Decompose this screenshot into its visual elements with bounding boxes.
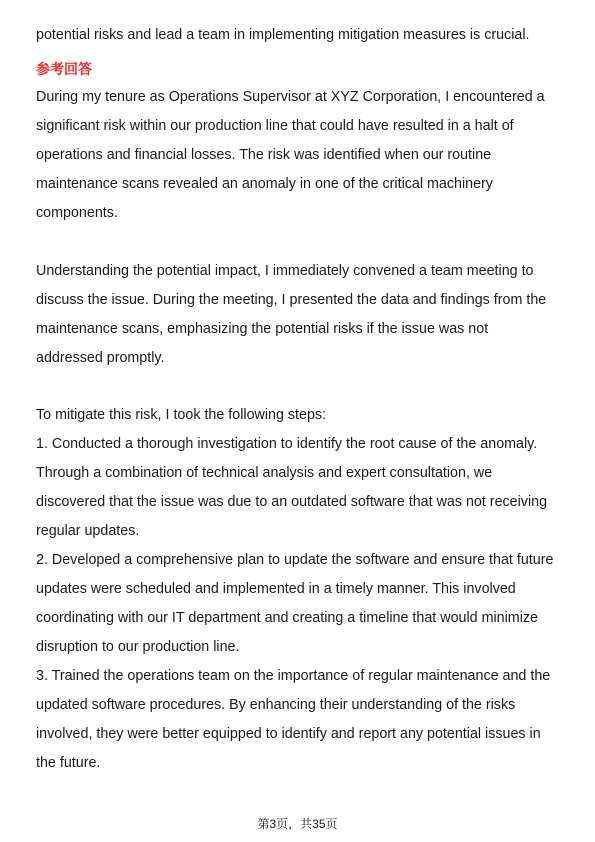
- body-text-line: updated software procedures. By enhancing their understanding of the risks: [36, 697, 516, 713]
- body-text-line: components.: [36, 205, 118, 221]
- body-text-line: coordinating with our IT department and creating a timeline that would minimize: [36, 610, 538, 626]
- body-text-line: maintenance scans revealed an anomaly in one of the critical machinery: [36, 176, 493, 192]
- body-text-line: Through a combination of technical analysis and expert consultation, we: [36, 465, 493, 481]
- body-text-line: 2. Developed a comprehensive plan to update the software and ensure that future: [36, 552, 554, 568]
- body-text-line: operations and financial losses. The risk was identified when our routine: [36, 147, 492, 163]
- body-text-line: During my tenure as Operations Supervisor at XYZ Corporation, I encountered a: [36, 89, 545, 105]
- body-text-line: 1. Conducted a thorough investigation to identify the root cause of the anomaly.: [36, 436, 538, 452]
- body-text-line: 3. Trained the operations team on the importance of regular maintenance and the: [36, 668, 551, 684]
- body-text-line: discuss the issue. During the meeting, I presented the data and findings from the: [36, 292, 547, 308]
- body-text-line: significant risk within our production line that could have resulted in a halt of: [36, 118, 514, 134]
- body-text-line: Understanding the potential impact, I immediately convened a team meeting to: [36, 263, 534, 279]
- body-text-line: potential risks and lead a team in implementing mitigation measures is crucial.: [36, 27, 530, 43]
- body-text-line: disruption to our production line.: [36, 639, 240, 655]
- body-text-line: To mitigate this risk, I took the following steps:: [36, 407, 327, 423]
- body-text-line: maintenance scans, emphasizing the potential risks if the issue was not: [36, 321, 489, 337]
- page-footer: 第3页，共35页: [257, 817, 338, 831]
- answer-heading: 参考回答: [36, 61, 92, 77]
- body-text-line: the future.: [36, 755, 101, 771]
- body-text-line: updates were scheduled and implemented in a timely manner. This involved: [36, 581, 516, 597]
- body-text-line: regular updates.: [36, 523, 140, 539]
- body-text-line: involved, they were better equipped to identify and report any potential issues in: [36, 726, 541, 742]
- body-text-line: addressed promptly.: [36, 350, 165, 366]
- body-text-line: discovered that the issue was due to an outdated software that was not receiving: [36, 494, 548, 510]
